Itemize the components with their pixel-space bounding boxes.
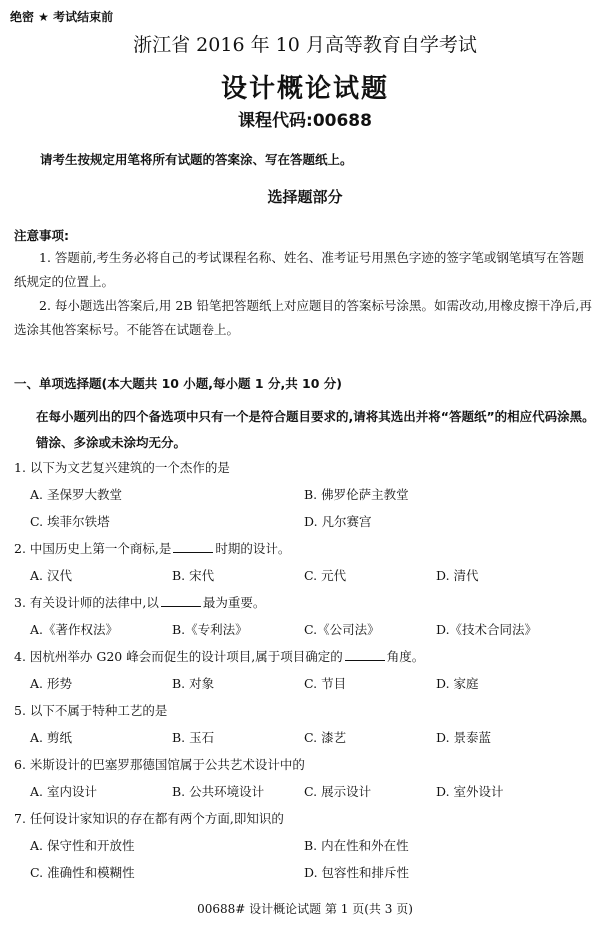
q4-option-b: B. 对象 xyxy=(172,676,215,691)
q7-option-c: C. 准确性和模糊性 xyxy=(30,865,135,880)
q2-option-d: D. 清代 xyxy=(436,568,479,583)
question-4 xyxy=(14,647,424,665)
question-3 xyxy=(14,593,265,611)
exam-title: 浙江省 2016 年 10 月高等教育自学考试 xyxy=(133,34,477,56)
q7-option-d: D. 包容性和排斥性 xyxy=(304,865,410,880)
q7-option-b: B. 内在性和外在性 xyxy=(304,838,409,853)
paper-title: 设计概论试题 xyxy=(220,74,389,104)
course-code: 课程代码:00688 xyxy=(238,111,372,131)
q1-option-b: B. 佛罗伦萨主教堂 xyxy=(304,487,409,502)
q1-option-c: C. 埃菲尔铁塔 xyxy=(30,514,110,529)
question-stem-end: 最为重要。 xyxy=(202,595,266,610)
q5-option-b: B. 玉石 xyxy=(172,730,215,745)
q4-option-c: C. 节目 xyxy=(304,676,347,691)
q3-option-b: B.《专利法》 xyxy=(172,622,248,637)
section-description: 在每小题列出的四个备选项中只有一个是符合题目要求的,请将其选出并将“答题纸”的相应代码涂黑。错涂、多涂或未涂均无分。 xyxy=(36,409,595,450)
question-stem-end: 时期的设计。 xyxy=(215,541,291,556)
q5-option-a: A. 剪纸 xyxy=(30,730,72,745)
q2-option-b: B. 宋代 xyxy=(172,568,215,583)
q5-option-d: D. 景泰蓝 xyxy=(436,730,492,745)
part-title: 选择题部分 xyxy=(267,188,343,206)
q3-option-a: A.《著作权法》 xyxy=(30,622,119,637)
notice-title: 注意事项: xyxy=(14,228,69,243)
general-instruction: 请考生按规定用笔将所有试题的答案涂、写在答题纸上。 xyxy=(40,152,353,167)
question-stem: 3. 有关设计师的法律中,以 xyxy=(14,595,159,610)
q5-option-c: C. 漆艺 xyxy=(304,730,347,745)
q1-option-d: D. 凡尔赛宫 xyxy=(304,514,372,529)
question-6 xyxy=(14,755,305,773)
question-stem: 7. 任何设计家知识的存在都有两个方面,即知识的 xyxy=(14,811,284,826)
question-stem: 1. 以下为文艺复兴建筑的一个杰作的是 xyxy=(14,460,230,475)
question-stem: 6. 米斯设计的巴塞罗那德国馆属于公共艺术设计中的 xyxy=(14,757,305,772)
question-stem-end: 角度。 xyxy=(386,649,425,664)
question-stem: 2. 中国历史上第一个商标,是 xyxy=(14,541,172,556)
answer-blank xyxy=(173,540,213,553)
confidential-label: 绝密 ★ 考试结束前 xyxy=(10,10,114,24)
question-1 xyxy=(14,458,230,476)
q1-option-a: A. 圣保罗大教堂 xyxy=(30,487,122,502)
q2-option-c: C. 元代 xyxy=(304,568,347,583)
answer-blank xyxy=(161,594,201,607)
question-stem: 4. 因杭州举办 G20 峰会而促生的设计项目,属于项目确定的 xyxy=(14,649,343,664)
question-stem: 5. 以下不属于特种工艺的是 xyxy=(14,703,168,718)
notice-item-2: 2. 每小题选出答案后,用 2B 铅笔把答题纸上对应题目的答案标号涂黑。如需改动,用橡皮擦干净后,再选涂其他答案标号。不能答在试题卷上。 xyxy=(14,298,592,337)
q3-option-d: D.《技术合同法》 xyxy=(436,622,538,637)
q7-option-a: A. 保守性和开放性 xyxy=(30,838,135,853)
notice-item-1: 1. 答题前,考生务必将自己的考试课程名称、姓名、准考证号用黑色字迹的签字笔或钢笔填写在答题纸规定的位置上。 xyxy=(14,250,584,289)
q2-option-a: A. 汉代 xyxy=(30,568,72,583)
answer-blank xyxy=(345,648,385,661)
question-5 xyxy=(14,701,167,719)
q6-option-d: D. 室外设计 xyxy=(436,784,504,799)
q6-option-a: A. 室内设计 xyxy=(30,784,97,799)
question-7 xyxy=(14,809,284,827)
q6-option-b: B. 公共环境设计 xyxy=(172,784,265,799)
q3-option-c: C.《公司法》 xyxy=(304,622,380,637)
q4-option-a: A. 形势 xyxy=(30,676,72,691)
q6-option-c: C. 展示设计 xyxy=(304,784,372,799)
section-title: 一、单项选择题(本大题共 10 小题,每小题 1 分,共 10 分) xyxy=(14,376,343,391)
question-2 xyxy=(14,539,290,557)
q4-option-d: D. 家庭 xyxy=(436,676,479,691)
page-footer: 00688# 设计概论试题 第 1 页(共 3 页) xyxy=(197,902,413,916)
